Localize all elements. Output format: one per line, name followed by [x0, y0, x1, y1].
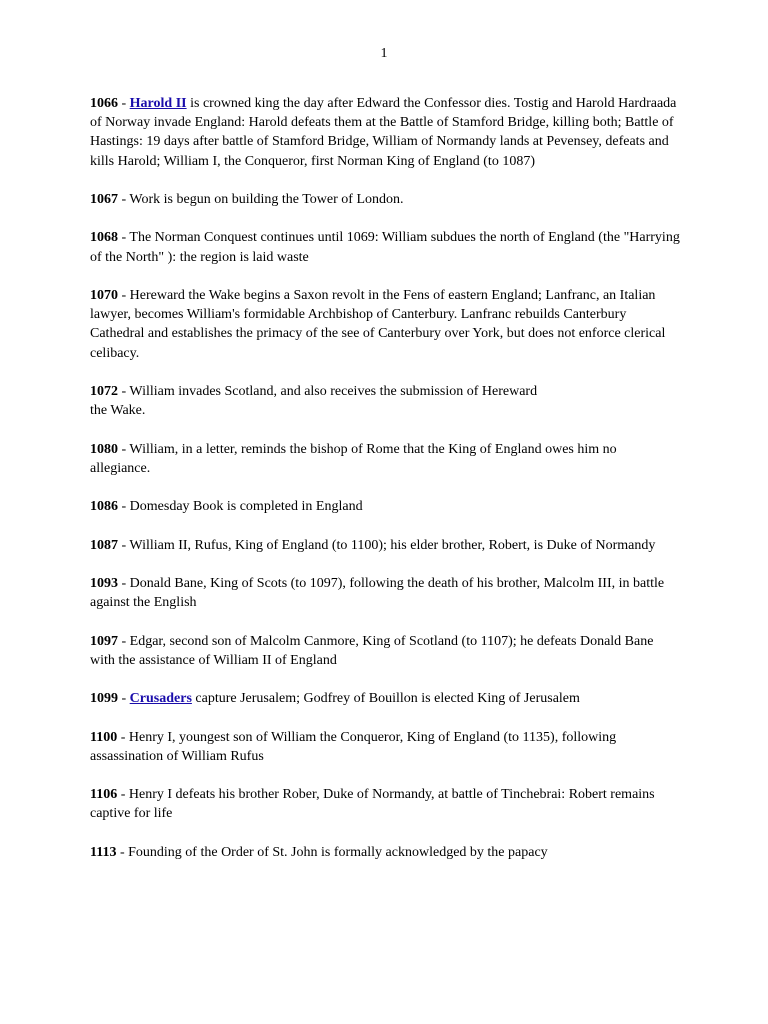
- timeline-entry-1066: [90, 94, 680, 171]
- timeline-entry-1087: [90, 536, 680, 555]
- timeline-entry-1099: [90, 689, 680, 708]
- page-number: 1: [380, 46, 388, 61]
- entry-text: is crowned king the day after Edward the Confessor dies. Tostig and Harold Hardraada of Norway invade England: Harold defeats them at the Battle of Stamford Bridge, killing both; Battle of Hastings: 19 days after battle of Stamford Bridge, William of Normandy lands at Pevensey, defeats and kills Harold; William I, the Conqueror, first Norman King of England (to 1087): [90, 96, 677, 169]
- entry-year: 1086: [90, 499, 118, 515]
- entry-text: - William invades Scotland, and also receives the submission of Hereward: [118, 383, 538, 399]
- entry-text: - The Norman Conquest continues until 1069: William subdues the north of England (the "Harrying of the North" ): the region is laid waste: [90, 230, 680, 265]
- entry-year: 1100: [90, 729, 118, 745]
- entry-year: 1106: [90, 787, 118, 803]
- crusaders-link[interactable]: Crusaders: [129, 691, 192, 707]
- timeline-entry-1080: [90, 440, 680, 478]
- entry-text: - William, in a letter, reminds the bishop of Rome that the King of England owes him no allegiance.: [90, 441, 617, 476]
- entry-year: 1066: [90, 96, 118, 111]
- entry-year: 1068: [90, 230, 118, 246]
- entry-year: 1113: [90, 844, 117, 860]
- entry-text-continued: the Wake.: [90, 403, 146, 419]
- entry-text: - Founding of the Order of St. John is formally acknowledged by the papacy: [116, 844, 548, 860]
- timeline-entry-1070: [90, 286, 680, 363]
- timeline-entry-1067: [90, 190, 680, 209]
- timeline-entry-1072: [90, 382, 680, 420]
- entry-year: 1099: [90, 691, 118, 707]
- entry-year: 1072: [90, 383, 118, 399]
- entry-text: - Work is begun on building the Tower of London.: [118, 192, 404, 207]
- timeline-entry-1086: [90, 497, 680, 516]
- entry-text: - Donald Bane, King of Scots (to 1097), following the death of his brother, Malcolm III, in battle against the English: [90, 575, 665, 611]
- entry-year: 1093: [90, 575, 118, 591]
- entry-separator: -: [118, 691, 130, 707]
- entry-year: 1067: [90, 192, 118, 207]
- timeline: [90, 94, 680, 881]
- timeline-entry-1100: [90, 728, 680, 766]
- entry-year: 1087: [90, 537, 118, 553]
- timeline-entry-1106: [90, 785, 680, 823]
- entry-text: capture Jerusalem; Godfrey of Bouillon is elected King of Jerusalem: [191, 691, 580, 707]
- harold-ii-link[interactable]: Harold II: [129, 96, 187, 111]
- entry-year: 1097: [90, 633, 118, 649]
- timeline-entry-1113: [90, 843, 680, 862]
- timeline-entry-1097: [90, 632, 680, 670]
- entry-year: 1070: [90, 287, 118, 303]
- entry-text: - Henry I, youngest son of William the Conqueror, King of England (to 1135), following assassination of William Rufus: [90, 729, 617, 764]
- entry-text: - Henry I defeats his brother Rober, Duke of Normandy, at battle of Tinchebrai: Robert remains captive for life: [90, 787, 655, 822]
- timeline-entry-1093: [90, 574, 680, 612]
- entry-text: - William II, Rufus, King of England (to 1100); his elder brother, Robert, is Duke of Normandy: [118, 537, 656, 553]
- entry-text: - Domesday Book is completed in England: [118, 499, 363, 515]
- entry-separator: -: [118, 96, 130, 111]
- timeline-entry-1068: [90, 228, 680, 266]
- entry-text: - Hereward the Wake begins a Saxon revolt in the Fens of eastern England; Lanfranc, an Italian lawyer, becomes William's formidable Archbishop of Canterbury. Lanfranc rebuilds Canterbury Cathedral and establishes the primacy of the see of Canterbury over York, but does not enforce clerical celibacy.: [90, 287, 666, 361]
- entry-text: - Edgar, second son of Malcolm Canmore, King of Scotland (to 1107); he defeats Donald Bane with the assistance of William II of England: [90, 633, 654, 668]
- entry-year: 1080: [90, 441, 118, 457]
